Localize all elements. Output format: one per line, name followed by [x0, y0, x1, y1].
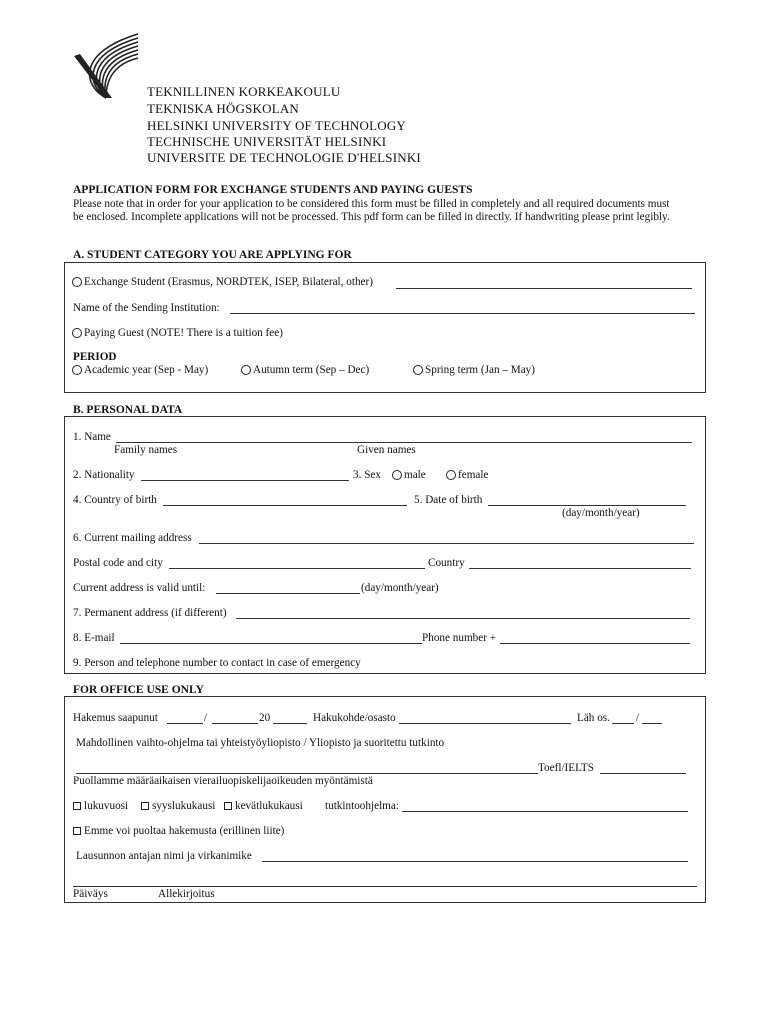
institution-name-sv: TEKNISKA HÖGSKOLAN — [147, 101, 300, 116]
date-of-birth-label: 5. Date of birth — [414, 494, 483, 506]
dob-format-hint: (day/month/year) — [562, 507, 640, 519]
sending-institution-label: Name of the Sending Institution: — [73, 302, 220, 314]
year-prefix: 20 — [259, 712, 271, 724]
name-field[interactable] — [116, 442, 692, 443]
country-field[interactable] — [469, 568, 691, 569]
email-field[interactable] — [120, 643, 422, 644]
phone-field[interactable] — [500, 643, 690, 644]
email-label: 8. E-mail — [73, 632, 115, 644]
kevatlukukausi-option[interactable]: kevätlukukausi — [224, 800, 303, 812]
lah-os-month-field[interactable] — [642, 723, 662, 724]
period-label: PERIOD — [73, 351, 117, 363]
hakemus-day-field[interactable] — [167, 723, 203, 724]
form-title: APPLICATION FORM FOR EXCHANGE STUDENTS AND PAYING GUESTS — [73, 184, 473, 196]
hakemus-year-field[interactable] — [273, 723, 307, 724]
syyslukukausi-option[interactable]: syyslukukausi — [141, 800, 215, 812]
sending-institution-field[interactable] — [230, 313, 695, 314]
institution-name-fi: TEKNILLINEN KORKEAKOULU — [147, 84, 341, 99]
postal-code-city-field[interactable] — [169, 568, 425, 569]
signature-field[interactable] — [73, 886, 697, 887]
office-use-heading: FOR OFFICE USE ONLY — [73, 684, 204, 696]
paying-guest-option[interactable]: Paying Guest (NOTE! There is a tuition fee) — [72, 327, 283, 339]
puollamme-label: Puollamme määräaikaisen vierailuopiskelijaoikeuden myöntämistä — [73, 775, 373, 787]
sex-male-radio[interactable] — [392, 470, 402, 480]
hakemus-month-field[interactable] — [212, 723, 258, 724]
postal-code-city-label: Postal code and city — [73, 557, 163, 569]
syyslukukausi-checkbox[interactable] — [141, 802, 149, 810]
lausunnon-antaja-field[interactable] — [262, 861, 688, 862]
date-separator: / — [204, 712, 208, 724]
toefl-field[interactable] — [600, 773, 686, 774]
lah-os-day-field[interactable] — [612, 723, 634, 724]
period-academic-radio[interactable] — [72, 365, 82, 375]
exchange-student-detail-field[interactable] — [396, 288, 692, 289]
paivays-label: Päiväys — [73, 888, 108, 900]
country-label: Country — [428, 557, 465, 569]
lah-os-label: Läh os. — [577, 712, 610, 724]
name-label: 1. Name — [73, 431, 111, 443]
institution-name-en: HELSINKI UNIVERSITY OF TECHNOLOGY — [147, 118, 407, 133]
paying-guest-radio[interactable] — [72, 328, 82, 338]
section-b-heading: B. PERSONAL DATA — [73, 404, 183, 416]
vaihto-ohjelma-field[interactable] — [76, 773, 538, 774]
lukuvuosi-checkbox[interactable] — [73, 802, 81, 810]
form-note-line2: be enclosed. Incomplete applications will not be processed. This pdf form can be filled in directly. If handwriting please print legibly. — [73, 211, 670, 223]
valid-until-label: Current address is valid until: — [73, 582, 206, 594]
hakukohde-field[interactable] — [399, 723, 571, 724]
exchange-student-radio[interactable] — [72, 277, 82, 287]
nationality-label: 2. Nationality — [73, 469, 135, 481]
exchange-student-option[interactable]: Exchange Student (Erasmus, NORDTEK, ISEP, Bilateral, other) — [72, 276, 373, 288]
valid-until-format-hint: (day/month/year) — [361, 582, 439, 594]
period-spring-radio[interactable] — [413, 365, 423, 375]
nationality-field[interactable] — [141, 480, 349, 481]
institution-name-de: TECHNISCHE UNIVERSITÄT HELSINKI — [147, 134, 387, 149]
hakukohde-label: Hakukohde/osasto — [313, 712, 396, 724]
period-autumn-radio[interactable] — [241, 365, 251, 375]
period-spring-option[interactable]: Spring term (Jan – May) — [413, 364, 535, 376]
permanent-address-label: 7. Permanent address (if different) — [73, 607, 227, 619]
period-academic-option[interactable]: Academic year (Sep - May) — [72, 364, 208, 376]
mailing-address-field[interactable] — [199, 543, 694, 544]
sex-male-option[interactable]: male — [392, 469, 426, 481]
country-of-birth-label: 4. Country of birth — [73, 494, 157, 506]
hakemus-saapunut-label: Hakemus saapunut — [73, 712, 158, 724]
toefl-label: Toefl/IELTS — [538, 762, 594, 774]
kevatlukukausi-checkbox[interactable] — [224, 802, 232, 810]
country-of-birth-field[interactable] — [163, 505, 407, 506]
phone-label: Phone number + — [422, 632, 497, 644]
university-logo — [72, 30, 142, 102]
period-autumn-option[interactable]: Autumn term (Sep – Dec) — [241, 364, 369, 376]
institution-name-fr: UNIVERSITE DE TECHNOLOGIE D'HELSINKI — [147, 150, 421, 165]
mailing-address-label: 6. Current mailing address — [73, 532, 192, 544]
lukuvuosi-option[interactable]: lukuvuosi — [73, 800, 128, 812]
emme-voi-option[interactable]: Emme voi puoltaa hakemusta (erillinen liite) — [73, 825, 284, 837]
sex-label: 3. Sex — [353, 469, 381, 481]
lausunnon-antaja-label: Lausunnon antajan nimi ja virkanimike — [76, 850, 252, 862]
date-of-birth-field[interactable] — [488, 505, 686, 506]
emergency-contact-label: 9. Person and telephone number to contact in case of emergency — [73, 657, 361, 669]
permanent-address-field[interactable] — [236, 618, 690, 619]
sex-female-radio[interactable] — [446, 470, 456, 480]
section-a-heading: A. STUDENT CATEGORY YOU ARE APPLYING FOR — [73, 249, 352, 261]
emme-voi-checkbox[interactable] — [73, 827, 81, 835]
given-names-label: Given names — [357, 444, 416, 456]
sex-female-option[interactable]: female — [446, 469, 488, 481]
valid-until-field[interactable] — [216, 593, 360, 594]
vaihto-ohjelma-label: Mahdollinen vaihto-ohjelma tai yhteistyöyliopisto / Yliopisto ja suoritettu tutkinto — [76, 737, 445, 749]
tutkinto-ohjelma-field[interactable] — [402, 811, 688, 812]
family-names-label: Family names — [114, 444, 178, 456]
tutkinto-ohjelma-label: tutkintoohjelma: — [325, 800, 399, 812]
allekirjoitus-label: Allekirjoitus — [158, 888, 215, 900]
lah-os-separator: / — [636, 712, 640, 724]
form-note-line1: Please note that in order for your application to be considered this form must be filled in completely and all required documents must — [73, 198, 670, 210]
